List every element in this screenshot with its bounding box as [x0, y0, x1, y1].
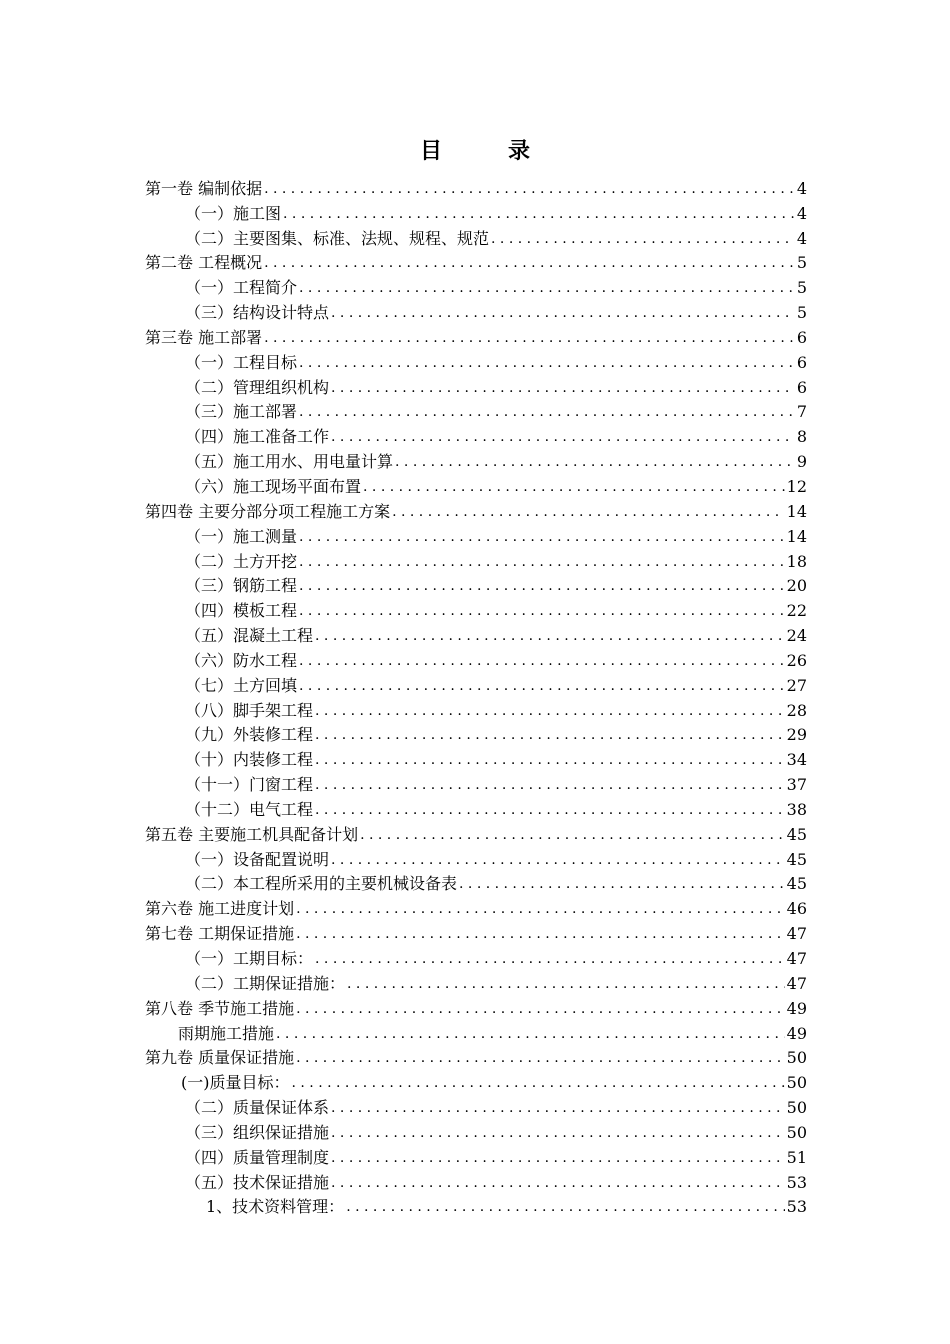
- toc-entry[interactable]: [145, 349, 807, 374]
- toc-entry-page-number: 38: [786, 799, 807, 819]
- toc-entry-page-number: 5: [796, 253, 807, 273]
- toc-leader-dots: [296, 923, 785, 945]
- toc-leader-dots: [296, 1047, 785, 1069]
- toc-leader-dots: [296, 998, 785, 1020]
- toc-entry-label: （一）施工图: [185, 203, 282, 223]
- toc-entry-label: 第二卷 工程概况: [145, 253, 263, 273]
- toc-entry[interactable]: [145, 1069, 807, 1094]
- toc-entry[interactable]: [145, 746, 807, 771]
- toc-entry[interactable]: [145, 722, 807, 747]
- toc-entry[interactable]: [145, 374, 807, 399]
- toc-leader-dots: [315, 749, 785, 771]
- toc-entry[interactable]: [145, 548, 807, 573]
- toc-entry[interactable]: [145, 200, 807, 225]
- toc-entry[interactable]: [145, 771, 807, 796]
- toc-entry-page-number: 47: [786, 949, 807, 968]
- toc-entry[interactable]: [145, 573, 807, 598]
- toc-entry[interactable]: [145, 672, 807, 697]
- toc-leader-dots: [347, 973, 785, 995]
- toc-entry-label: （十）内装修工程: [185, 750, 314, 770]
- toc-entry-page-number: 14: [786, 501, 807, 521]
- toc-leader-dots: [346, 1196, 784, 1218]
- toc-entry-page-number: 5: [796, 303, 807, 323]
- toc-entry-label: （二）管理组织机构: [185, 377, 330, 397]
- toc-entry-page-number: 47: [786, 924, 807, 944]
- toc-entry-label: 第一卷 编制依据: [145, 178, 263, 198]
- toc-leader-dots: [315, 948, 785, 970]
- toc-entry-page-number: 50: [786, 1122, 807, 1142]
- toc-title: 目 录: [419, 138, 552, 164]
- toc-entry[interactable]: [145, 945, 807, 970]
- toc-leader-dots: [331, 377, 795, 399]
- toc-entry[interactable]: [145, 423, 807, 448]
- toc-entry[interactable]: [145, 622, 807, 647]
- toc-leader-dots: [331, 426, 795, 448]
- toc-entry-label: 第六卷 施工进度计划: [145, 899, 295, 919]
- toc-entry[interactable]: [145, 250, 807, 275]
- toc-entry-label: （十一）门窗工程: [185, 775, 314, 795]
- toc-entry[interactable]: [145, 597, 807, 622]
- toc-entry[interactable]: [145, 995, 807, 1020]
- toc-entry-page-number: 28: [786, 700, 807, 720]
- toc-leader-dots: [264, 327, 795, 349]
- toc-entry-page-number: 29: [786, 725, 807, 745]
- toc-entry-page-number: 45: [786, 874, 807, 894]
- toc-entry-page-number: 50: [786, 1048, 807, 1068]
- toc-entry-label: （十二）电气工程: [185, 799, 314, 819]
- toc-entry-page-number: 53: [786, 1197, 807, 1217]
- toc-entry[interactable]: [145, 274, 807, 299]
- toc-leader-dots: [292, 1072, 785, 1094]
- toc-entry[interactable]: [145, 1045, 807, 1070]
- toc-entry-page-number: 24: [786, 626, 807, 646]
- toc-entry-page-number: 18: [786, 551, 807, 571]
- toc-entry-label: （四）质量管理制度: [185, 1147, 330, 1167]
- toc-entry-page-number: 47: [786, 973, 807, 993]
- toc-entry[interactable]: [145, 1169, 807, 1194]
- toc-entry-label: 第七卷 工期保证措施: [145, 924, 295, 944]
- toc-entry-label: 第四卷 主要分部分项工程施工方案: [145, 501, 391, 521]
- toc-entry-page-number: 8: [796, 427, 807, 447]
- toc-entry-page-number: 50: [786, 1098, 807, 1118]
- toc-entry-label: （六）防水工程: [185, 650, 298, 670]
- toc-entry[interactable]: [145, 1194, 807, 1219]
- toc-entry-page-number: 6: [796, 352, 807, 372]
- toc-entry-page-number: 46: [786, 899, 807, 919]
- toc-entry-label: （三）钢筋工程: [185, 576, 298, 596]
- toc-leader-dots: [331, 1172, 785, 1194]
- toc-entry-label: （四）模板工程: [185, 601, 298, 621]
- toc-entry-page-number: 45: [786, 849, 807, 869]
- toc-leader-dots: [283, 203, 795, 225]
- toc-entry-page-number: 50: [786, 1073, 807, 1093]
- toc-entry-page-number: 6: [796, 377, 807, 397]
- toc-leader-dots: [264, 178, 795, 200]
- toc-entry[interactable]: [145, 324, 807, 349]
- toc-entry[interactable]: [145, 846, 807, 871]
- toc-entry[interactable]: [145, 225, 807, 250]
- toc-entry-label: （一）工期目标：: [185, 949, 314, 968]
- toc-leader-dots: [315, 774, 785, 796]
- toc-leader-dots: [331, 1122, 785, 1144]
- toc-leader-dots: [276, 1023, 785, 1045]
- toc-entry-page-number: 51: [786, 1147, 807, 1167]
- toc-leader-dots: [299, 526, 785, 548]
- toc-entry-page-number: 27: [786, 675, 807, 695]
- toc-leader-dots: [299, 600, 785, 622]
- toc-entry-label: （一）工程目标: [185, 352, 298, 372]
- toc-entry-page-number: 4: [796, 228, 807, 248]
- toc-leader-dots: [299, 675, 785, 697]
- toc-entry[interactable]: [145, 821, 807, 846]
- toc-entry-label: 第五卷 主要施工机具配备计划: [145, 824, 359, 844]
- toc-entry-label: 雨期施工措施: [178, 1023, 275, 1043]
- toc-entry-label: 第三卷 施工部署: [145, 327, 263, 347]
- toc-entry-label: （一）工程简介: [185, 278, 298, 298]
- toc-leader-dots: [360, 824, 785, 846]
- toc-entry-page-number: 5: [796, 278, 807, 298]
- toc-entry[interactable]: [145, 1119, 807, 1144]
- toc-leader-dots: [395, 451, 795, 473]
- toc-entry[interactable]: [145, 647, 807, 672]
- toc-leader-dots: [392, 501, 785, 523]
- toc-entry-label: （三）结构设计特点: [185, 303, 330, 323]
- toc-entry-page-number: 45: [786, 824, 807, 844]
- toc-leader-dots: [491, 228, 795, 250]
- toc-leader-dots: [299, 277, 795, 299]
- toc-entry[interactable]: [145, 473, 807, 498]
- toc-entry-label: （六）施工现场平面布置: [185, 476, 362, 496]
- toc-leader-dots: [331, 849, 785, 871]
- toc-leader-dots: [296, 898, 785, 920]
- toc-entry[interactable]: [145, 448, 807, 473]
- toc-entry-page-number: 6: [796, 327, 807, 347]
- toc-entry-label: 第八卷 季节施工措施: [145, 998, 295, 1018]
- toc-leader-dots: [315, 724, 785, 746]
- toc-entry[interactable]: [145, 920, 807, 945]
- toc-leader-dots: [315, 700, 785, 722]
- toc-entry[interactable]: [145, 970, 807, 995]
- toc-leader-dots: [459, 873, 785, 895]
- toc-entry-label: （一）设备配置说明: [185, 849, 330, 869]
- toc-entry[interactable]: [145, 1020, 807, 1045]
- toc-entry-page-number: 4: [796, 178, 807, 198]
- toc-leader-dots: [331, 302, 795, 324]
- toc-entry[interactable]: [145, 697, 807, 722]
- toc-entry[interactable]: [145, 523, 807, 548]
- toc-entry-page-number: 26: [786, 650, 807, 670]
- toc-entry[interactable]: [145, 498, 807, 523]
- toc-entry-label: （五）技术保证措施: [185, 1172, 330, 1192]
- toc-entry[interactable]: [145, 895, 807, 920]
- toc-entry-label: （九）外装修工程: [185, 725, 314, 745]
- toc-entry-label: （二）主要图集、标准、法规、规程、规范: [185, 228, 490, 248]
- toc-leader-dots: [315, 799, 785, 821]
- toc-entry[interactable]: [145, 1144, 807, 1169]
- toc-entry-page-number: 49: [786, 998, 807, 1018]
- toc-leader-dots: [299, 575, 785, 597]
- toc-entry-page-number: 20: [786, 576, 807, 596]
- toc-leader-dots: [299, 352, 795, 374]
- toc-entry-label: （二）土方开挖: [185, 551, 298, 571]
- toc-entry-label: （三）组织保证措施: [185, 1122, 330, 1142]
- toc-entry-page-number: 12: [786, 476, 807, 496]
- toc-entry-label: (一)质量目标：: [181, 1073, 290, 1093]
- toc-entry-label: （三）施工部署: [185, 402, 298, 422]
- toc-entry-label: 第九卷 质量保证措施: [145, 1048, 295, 1068]
- toc-entry[interactable]: [145, 399, 807, 424]
- toc-entry[interactable]: [145, 796, 807, 821]
- toc-entry-label: （二）工期保证措施：: [185, 973, 346, 993]
- toc-entry-page-number: 34: [786, 750, 807, 770]
- toc-entry-page-number: 49: [786, 1023, 807, 1043]
- toc-leader-dots: [331, 1097, 785, 1119]
- table-of-contents: [145, 175, 807, 1218]
- toc-entry-label: 1、技术资料管理：: [206, 1197, 345, 1217]
- toc-entry-label: （五）混凝土工程: [185, 626, 314, 646]
- toc-entry-page-number: 14: [786, 526, 807, 546]
- toc-entry-page-number: 9: [796, 452, 807, 472]
- toc-entry-label: （四）施工准备工作: [185, 427, 330, 447]
- toc-leader-dots: [299, 650, 785, 672]
- toc-entry-page-number: 7: [796, 402, 807, 422]
- toc-entry[interactable]: [145, 1094, 807, 1119]
- toc-leader-dots: [299, 551, 785, 573]
- toc-leader-dots: [315, 625, 785, 647]
- toc-entry-label: （二）质量保证体系: [185, 1098, 330, 1118]
- toc-entry-page-number: 4: [796, 203, 807, 223]
- toc-entry-label: （一）施工测量: [185, 526, 298, 546]
- toc-entry-label: （五）施工用水、用电量计算: [185, 452, 394, 472]
- toc-entry[interactable]: [145, 299, 807, 324]
- toc-entry-label: （八）脚手架工程: [185, 700, 314, 720]
- toc-entry-page-number: 53: [786, 1172, 807, 1192]
- toc-entry-page-number: 37: [786, 775, 807, 795]
- toc-entry[interactable]: [145, 871, 807, 896]
- toc-entry-label: （七）土方回填: [185, 675, 298, 695]
- toc-leader-dots: [363, 476, 785, 498]
- toc-entry[interactable]: [145, 175, 807, 200]
- toc-leader-dots: [264, 252, 795, 274]
- toc-entry-page-number: 22: [786, 601, 807, 621]
- toc-leader-dots: [299, 401, 795, 423]
- toc-leader-dots: [331, 1147, 785, 1169]
- toc-entry-label: （二）本工程所采用的主要机械设备表: [185, 874, 458, 894]
